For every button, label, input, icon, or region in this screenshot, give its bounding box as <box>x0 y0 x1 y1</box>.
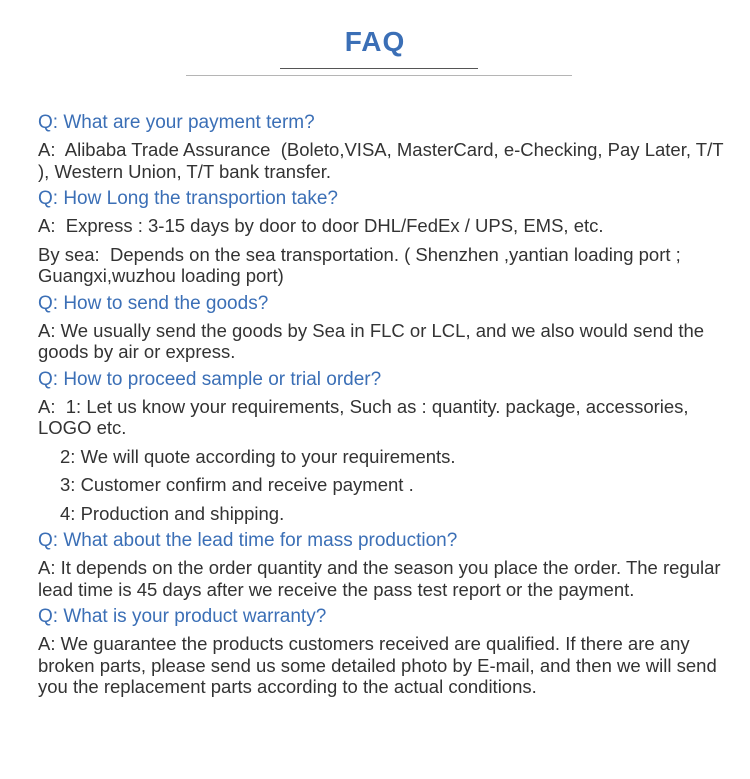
faq-item-warranty <box>38 604 728 698</box>
faq-answer-step-4: 4: Production and shipping. <box>60 502 285 524</box>
faq-question: Q: What are your payment term? <box>38 112 315 133</box>
faq-question: Q: How Long the transportion take? <box>38 188 338 209</box>
title-underline-light <box>186 75 572 76</box>
faq-list <box>38 110 728 698</box>
faq-question: Q: What about the lead time for mass production? <box>38 530 458 551</box>
faq-question: Q: How to proceed sample or trial order? <box>38 368 382 390</box>
faq-answer-step-1: A: 1: Let us know your requirements, Such as : quantity. package, accessories, LOGO etc. <box>38 395 694 438</box>
faq-answer-step-2: 2: We will quote according to your requirements. <box>60 445 456 467</box>
faq-item-sample-order <box>38 367 728 529</box>
faq-item-payment <box>38 110 728 186</box>
faq-answer-step-3: 3: Customer confirm and receive payment . <box>60 474 414 495</box>
faq-answer-sea: By sea: Depends on the sea transportation. ( Shenzhen ,yantian loading port ; Guangxi,wuzhou loading port) <box>38 243 686 286</box>
faq-question: Q: What is your product warranty? <box>38 606 327 627</box>
faq-answer: A: Alibaba Trade Assurance (Boleto,VISA, MasterCard, e-Checking, Pay Later, T/T ), Western Union, T/T bank transfer. <box>38 139 729 182</box>
faq-answer: A: We guarantee the products customers received are qualified. If there are any broken parts, please send us some detailed photo by E-mail, and then we will send you the replacement parts according to the actual conditions. <box>38 633 722 697</box>
faq-answer: A: Express : 3-15 days by door to door DHL/FedEx / UPS, EMS, etc. <box>38 215 604 236</box>
faq-item-lead-time <box>38 528 728 604</box>
faq-question: Q: How to send the goods? <box>38 292 269 314</box>
faq-item-transport <box>38 186 728 291</box>
faq-answer: A: It depends on the order quantity and the season you place the order. The regular lead time is 45 days after we receive the pass test report or the payment. <box>38 557 726 600</box>
title-underline-dark <box>280 68 478 69</box>
page-title: FAQ <box>344 26 406 57</box>
faq-answer: A: We usually send the goods by Sea in FLC or LCL, and we also would send the goods by air or express. <box>38 319 710 362</box>
faq-item-send-goods <box>38 291 728 367</box>
page-header <box>0 0 750 100</box>
